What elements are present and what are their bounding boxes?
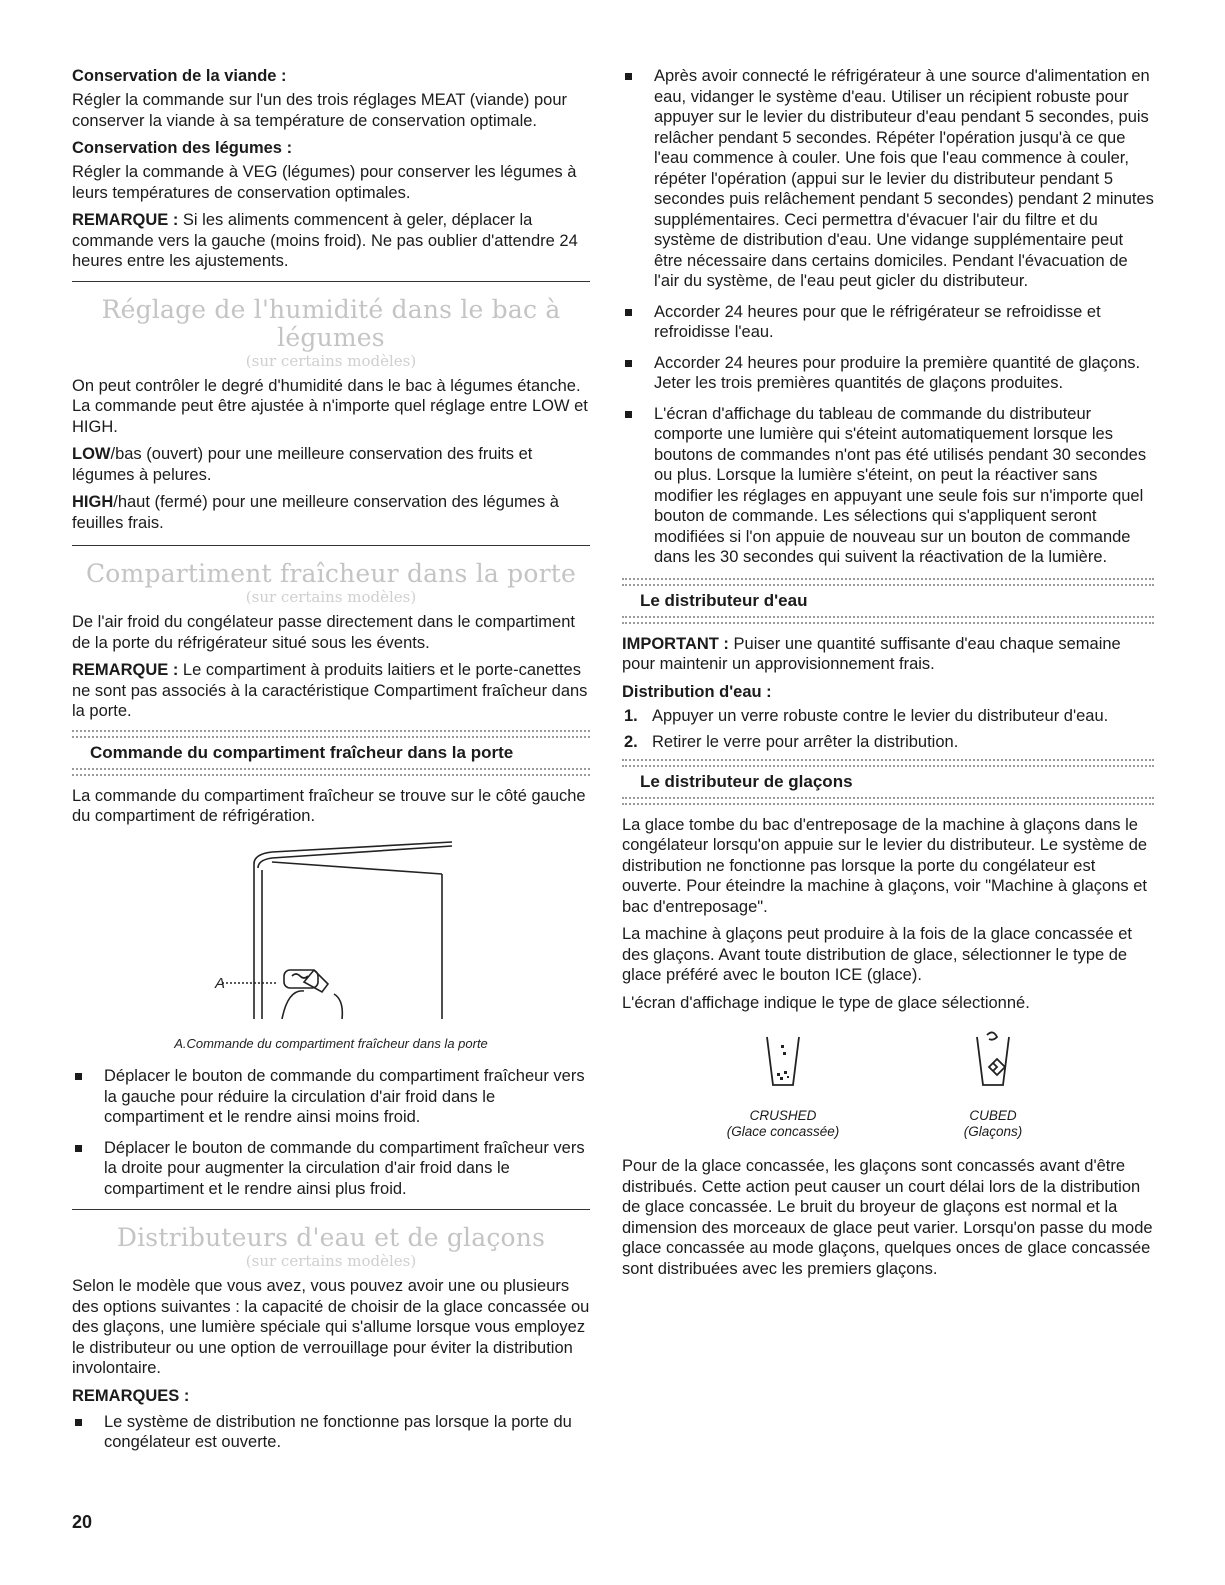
page-number: 20 (72, 1512, 93, 1532)
step-text: Retirer le verre pour arrêter la distribution. (652, 733, 959, 751)
dotted-band-bottom (622, 797, 1154, 805)
list-item: L'écran d'affichage du tableau de commande du distributeur comporte une lumière qui s'éteint automatiquement lorsque les boutons de commandes n'ont pas été utilisés pendant 30 secondes ou plus. Lorsque la lumière s'éteint, on peut la réactiver sans modifier les réglages en appuyant une seule fois sur n'importe quel bouton de commande. Les sélections qui s'appliquent seront modifiées si l'on appuie de nouveau sur un bouton de commande dans les 30 secondes qui suivent la réactivation de la lumière. (622, 404, 1154, 568)
low-setting (72, 444, 590, 485)
cubed-ice-icon (963, 1027, 1023, 1097)
crushed-ice-icon (753, 1027, 813, 1097)
step-number: 1. (624, 706, 638, 725)
remarque-2-text: Le compartiment à produits laitiers et le porte-canettes ne sont pas associés à la caractéristique Compartiment fraîcheur dans la porte. (72, 661, 588, 720)
high-text: /haut (fermé) pour une meilleure conservation des légumes à feuilles frais. (72, 493, 559, 532)
dotted-band-bottom (622, 616, 1154, 624)
control-text: La commande du compartiment fraîcheur se trouve sur le côté gauche du compartiment de réfrigération. (72, 786, 586, 825)
dispensers-section-subtitle: (sur certains modèles) (245, 1252, 417, 1270)
high-setting (72, 492, 590, 533)
cubed-sublabel: (Glaçons) (963, 1124, 1023, 1139)
remarque-1 (72, 210, 590, 272)
dispensers-section-title: Distributeurs d'eau et de glaçons (116, 1223, 546, 1252)
list-item: Le système de distribution ne fonctionne pas lorsque la porte du congélateur est ouverte. (72, 1412, 590, 1453)
step-item (622, 732, 1154, 753)
cubed-option (933, 1027, 1053, 1140)
dotted-band-bottom (72, 768, 590, 776)
list-item: Déplacer le bouton de commande du compartiment fraîcheur vers la gauche pour réduire la circulation d'air froid dans le compartiment et le rendre ainsi moins froid. (72, 1066, 590, 1128)
important-text: Puiser une quantité suffisante d'eau chaque semaine pour maintenir un approvisionnement frais. (622, 634, 1121, 673)
humidity-section-title: Réglage de l'humidité dans le bac à légumes (101, 294, 561, 352)
ice-dispenser-heading: Le distributeur de glaçons (640, 771, 853, 791)
section-rule (72, 281, 590, 282)
remarque-2-label: REMARQUE : (72, 661, 179, 679)
crushed-label: CRUSHED (749, 1108, 817, 1123)
left-column (72, 66, 590, 1463)
low-text: /bas (ouvert) pour une meilleure conservation des fruits et légumes à pelures. (72, 445, 533, 484)
ice-text-2: La machine à glaçons peut produire à la fois de la glace concassée et des glaçons. Avant toute distribution de glace, sélectionner le type de glace préféré avec le bouton ICE (glace). (622, 925, 1132, 984)
right-column (622, 66, 1154, 1286)
fresh-section-title: Compartiment fraîcheur dans la porte (85, 559, 577, 588)
figure-caption: A.Commande du compartiment fraîcheur dans la porte (174, 1035, 488, 1051)
figure-label-a: A (215, 974, 226, 992)
step-text: Appuyer un verre robuste contre le levier du distributeur d'eau. (652, 706, 1109, 725)
list-item: Accorder 24 heures pour produire la première quantité de glaçons. Jeter les trois premières quantités de glaçons produites. (622, 353, 1154, 394)
control-figure (72, 834, 590, 1034)
meat-heading: Conservation de la viande : (72, 67, 287, 85)
ice-text-1: La glace tombe du bac d'entreposage de la machine à glaçons dans le congélateur lorsqu'on appuie sur le levier du distributeur. Le système de distribution ne fonctionne pas lorsque la porte du congélateur est ouverte. Pour éteindre la machine à glaçons, voir "Machine à glaçons et bac d'entreposage". (622, 815, 1148, 916)
dotted-band-top (72, 730, 590, 738)
setup-bullets (622, 66, 1154, 568)
remarques-heading: REMARQUES : (72, 1386, 190, 1405)
veg-heading: Conservation des légumes : (72, 139, 293, 157)
step-item (622, 706, 1154, 727)
dotted-band-top (622, 578, 1154, 586)
door-bin-illustration (72, 834, 590, 1034)
veg-text: Régler la commande à VEG (légumes) pour conserver les légumes à leurs températures de conservation optimales. (72, 163, 577, 202)
remarque-2 (72, 660, 590, 722)
remarque-1-text: Si les aliments commencent à geler, déplacer la commande vers la gauche (moins froid). Ne pas oublier d'attendre 24 heures entre les ajustements. (72, 211, 578, 270)
list-item: Après avoir connecté le réfrigérateur à une source d'alimentation en eau, vidanger le système d'eau. Utiliser un récipient robuste pour appuyer sur le levier du distributeur d'eau pendant 5 secondes, puis relâcher pendant 5 secondes. Répéter l'opération jusqu'à ce que l'eau commence à couler. Une fois que l'eau commence à couler, répéter l'opération (appui sur le levier du distributeur pendant 5 secondes puis relâchement pendant 5 secondes) pendant 2 minutes supplémentaires. Ceci permettra d'évacuer l'air du filtre et du système de distribution d'eau. Une vidange supplémentaire peut être nécessaire dans certains domiciles. Pendant l'évacuation de l'air du système, de l'eau peut gicler du distributeur. (622, 66, 1154, 292)
remarque-1-label: REMARQUE : (72, 211, 179, 229)
high-label: HIGH (72, 493, 114, 511)
fresh-bullets (72, 1066, 590, 1199)
dispensers-text: Selon le modèle que vous avez, vous pouvez avoir une ou plusieurs des options suivantes : la capacité de choisir de la glace concassée ou des glaçons, une lumière spéciale qui s'allume lorsque vous employez le distributeur ou une option de verrouillage pour éviter la distribution involontaire. (72, 1277, 590, 1377)
crushed-sublabel: (Glace concassée) (726, 1124, 840, 1139)
ice-text-4: Pour de la glace concassée, les glaçons sont concassés avant d'être distribués. Cette action peut causer un court délai lors de la distribution de glace concassée. Le bruit du broyeur de glaçons est normal et la dimension des morceaux de glace peut varier. Lorsqu'on passe du mode glace concassée au mode glaçons, quelques onces de glace concassée sont distribuées avec les premiers glaçons. (622, 1157, 1153, 1278)
dotted-band-top (622, 759, 1154, 767)
distribution-steps (622, 706, 1154, 753)
humidity-section-subtitle: (sur certains modèles) (245, 351, 417, 370)
cubed-label: CUBED (969, 1108, 1017, 1123)
control-heading: Commande du compartiment fraîcheur dans la porte (90, 742, 514, 762)
fresh-text: De l'air froid du congélateur passe directement dans le compartiment de la porte du réfrigérateur situé sous les évents. (72, 613, 575, 652)
list-item: Déplacer le bouton de commande du compartiment fraîcheur vers la droite pour augmenter la circulation d'air froid dans le compartiment et le rendre ainsi plus froid. (72, 1138, 590, 1200)
section-rule (72, 545, 590, 546)
fresh-section-subtitle: (sur certains modèles) (245, 588, 417, 606)
crushed-option (723, 1027, 843, 1140)
ice-text-3: L'écran d'affichage indique le type de glace sélectionné. (622, 993, 1030, 1012)
ice-type-icons (622, 1027, 1154, 1140)
distribution-heading: Distribution d'eau : (622, 682, 772, 701)
meat-text: Régler la commande sur l'un des trois réglages MEAT (viande) pour conserver la viande à sa température de conservation optimale. (72, 91, 568, 130)
remarques-bullets (72, 1412, 590, 1453)
low-label: LOW (72, 445, 111, 463)
list-item: Accorder 24 heures pour que le réfrigérateur se refroidisse et refroidisse l'eau. (622, 302, 1154, 343)
humidity-text: On peut contrôler le degré d'humidité dans le bac à légumes étanche. La commande peut être ajustée à n'importe quel réglage entre LOW et HIGH. (72, 376, 588, 436)
step-number: 2. (624, 733, 638, 751)
water-dispenser-heading: Le distributeur d'eau (640, 590, 808, 610)
important-label: IMPORTANT : (622, 634, 729, 653)
important-note (622, 634, 1154, 675)
section-rule (72, 1209, 590, 1210)
